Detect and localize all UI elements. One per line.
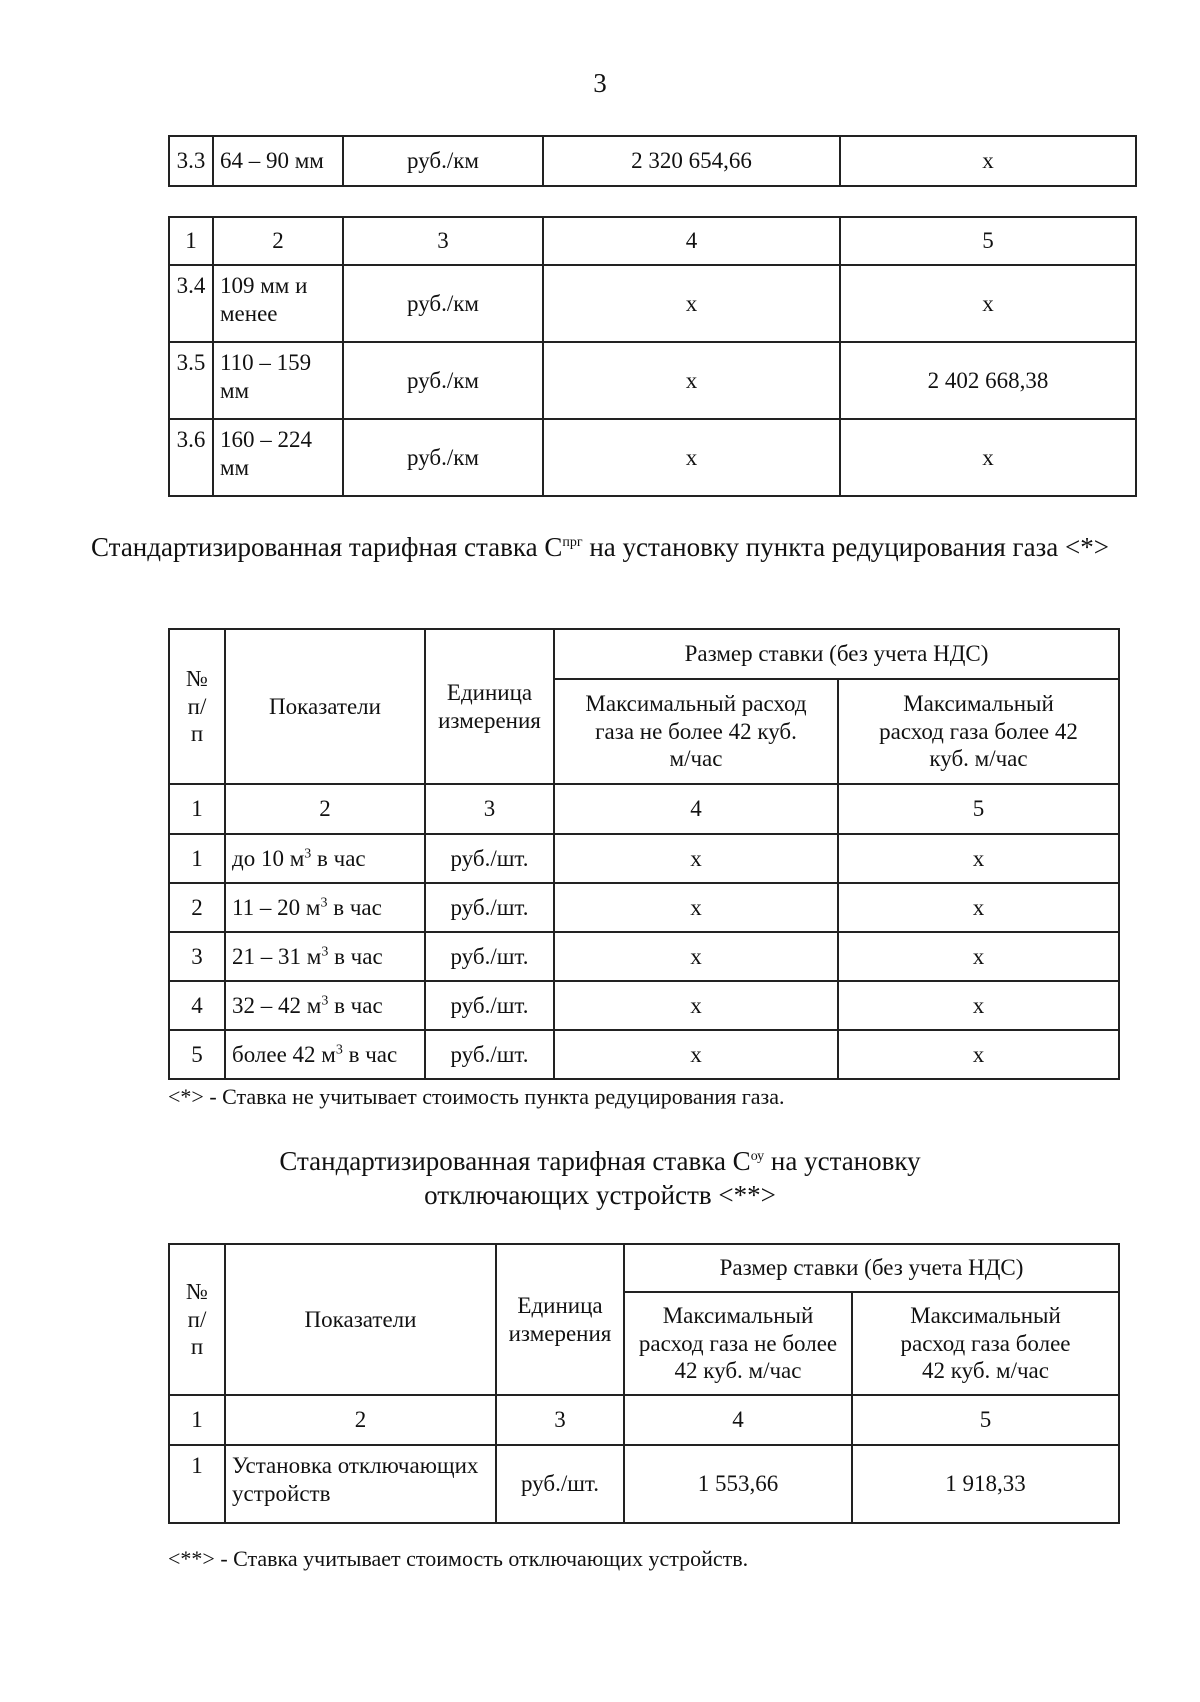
pipe-table-continuation [168, 135, 1137, 187]
row-number: 3 [169, 932, 225, 981]
rate-col5: x [838, 883, 1119, 932]
header-unit: Единица измерения [496, 1244, 624, 1395]
rate-col4: x [554, 1030, 838, 1079]
row-number: 1 [169, 1445, 225, 1523]
row-number: 3.4 [169, 265, 213, 342]
ou-footnote: <**> - Ставка учитывает стоимость отключающих устройств. [168, 1546, 749, 1571]
title-line: отключающих устройств <**> [424, 1180, 776, 1210]
header-rate: Размер ставки (без учета НДС) [624, 1244, 1119, 1292]
column-number: 2 [225, 1395, 496, 1445]
title-text: на установку пункта редуцирования газа <*> [582, 532, 1109, 562]
row-number: 1 [169, 834, 225, 883]
title-superscript: прг [562, 535, 583, 550]
gas-flow-range: 32 – 42 $м^3$ в час [225, 981, 425, 1030]
rate-col5: x [840, 419, 1136, 496]
rate-col4: x [543, 265, 840, 342]
rate-col5: x [838, 1030, 1119, 1079]
table-row [169, 981, 1119, 1030]
gas-flow-range: 21 – 31 $м^3$ в час [225, 932, 425, 981]
header-unit: Единица измерения [425, 629, 554, 784]
ou-section-title [0, 1144, 1200, 1212]
table-row [169, 136, 1136, 186]
column-number: 4 [624, 1395, 852, 1445]
rate-col5: x [838, 834, 1119, 883]
rate-col4: 1 553,66 [624, 1445, 852, 1523]
rate-col5: x [840, 265, 1136, 342]
row-number: 5 [169, 1030, 225, 1079]
column-number: 3 [425, 784, 554, 834]
header-row [169, 1244, 1119, 1292]
column-number-row [169, 1395, 1119, 1445]
pipe-diameter: 64 – 90 мм [213, 136, 343, 186]
rate-col5: x [840, 136, 1136, 186]
rate-col4: x [543, 419, 840, 496]
header-num: № п/п [169, 629, 225, 784]
pipe-diameter: 109 мм и менее [213, 265, 343, 342]
column-number: 2 [225, 784, 425, 834]
unit: руб./шт. [425, 883, 554, 932]
pipe-diameter: 110 – 159 мм [213, 342, 343, 419]
column-number: 3 [343, 217, 543, 265]
pipe-diameter: 160 – 224 мм [213, 419, 343, 496]
gas-flow-range: до 10 $м^3$ в час [225, 834, 425, 883]
rate-col5: x [838, 932, 1119, 981]
column-number: 5 [852, 1395, 1119, 1445]
table-row [169, 834, 1119, 883]
header-max-gt-42: Максимальный расход газа более 42 куб. м/час [852, 1292, 1119, 1395]
rate-col5: x [838, 981, 1119, 1030]
prg-section-title [0, 530, 1200, 564]
title-line: Стандартизированная тарифная ставка $С^{оу}$ на установку [279, 1146, 921, 1176]
title-superscript: оу [750, 1149, 765, 1164]
title-text: Стандартизированная тарифная ставка С [91, 532, 563, 562]
table-row [169, 1445, 1119, 1523]
header-indicator: Показатели [225, 629, 425, 784]
unit: руб./км [343, 342, 543, 419]
row-number: 3.5 [169, 342, 213, 419]
rate-col4: x [543, 342, 840, 419]
table-row [169, 342, 1136, 419]
column-number: 3 [496, 1395, 624, 1445]
table-row [169, 932, 1119, 981]
column-number: 2 [213, 217, 343, 265]
column-number: 1 [169, 784, 225, 834]
header-rate: Размер ставки (без учета НДС) [554, 629, 1119, 679]
row-number: 4 [169, 981, 225, 1030]
prg-rate-table [168, 628, 1120, 1080]
table-row [169, 265, 1136, 342]
ou-rate-table [168, 1243, 1120, 1524]
unit: руб./шт. [425, 834, 554, 883]
row-number: 3.6 [169, 419, 213, 496]
column-number-row [169, 784, 1119, 834]
header-max-gt-42: Максимальный расход газа более 42 куб. м/час [838, 679, 1119, 784]
column-number-row [169, 217, 1136, 265]
indicator: Установка отключающих устройств [225, 1445, 496, 1523]
page-number: 3 [593, 68, 607, 98]
rate-col4: x [554, 932, 838, 981]
unit: руб./км [343, 136, 543, 186]
rate-col4: 2 320 654,66 [543, 136, 840, 186]
row-number: 2 [169, 883, 225, 932]
unit: руб./шт. [425, 981, 554, 1030]
header-indicator: Показатели [225, 1244, 496, 1395]
gas-flow-range: 11 – 20 $м^3$ в час [225, 883, 425, 932]
column-number: 5 [840, 217, 1136, 265]
unit: руб./км [343, 419, 543, 496]
column-number: 4 [543, 217, 840, 265]
header-num: № п/п [169, 1244, 225, 1395]
pipe-table [168, 216, 1137, 497]
rate-col4: x [554, 883, 838, 932]
gas-flow-range: более 42 $м^3$ в час [225, 1030, 425, 1079]
rate-col4: x [554, 981, 838, 1030]
table-row [169, 1030, 1119, 1079]
row-number: 3.3 [169, 136, 213, 186]
table-row [169, 883, 1119, 932]
header-max-le-42: Максимальный расход газа не более 42 куб. м/час [624, 1292, 852, 1395]
header-row [169, 629, 1119, 679]
unit: руб./шт. [496, 1445, 624, 1523]
header-max-le-42: Максимальный расход газа не более 42 куб. м/час [554, 679, 838, 784]
unit: руб./шт. [425, 1030, 554, 1079]
rate-col5: 2 402 668,38 [840, 342, 1136, 419]
unit: руб./шт. [425, 932, 554, 981]
column-number: 1 [169, 1395, 225, 1445]
table-row [169, 419, 1136, 496]
prg-footnote: <*> - Ставка не учитывает стоимость пункта редуцирования газа. [168, 1084, 785, 1109]
rate-col4: x [554, 834, 838, 883]
rate-col5: 1 918,33 [852, 1445, 1119, 1523]
column-number: 5 [838, 784, 1119, 834]
column-number: 1 [169, 217, 213, 265]
unit: руб./км [343, 265, 543, 342]
column-number: 4 [554, 784, 838, 834]
